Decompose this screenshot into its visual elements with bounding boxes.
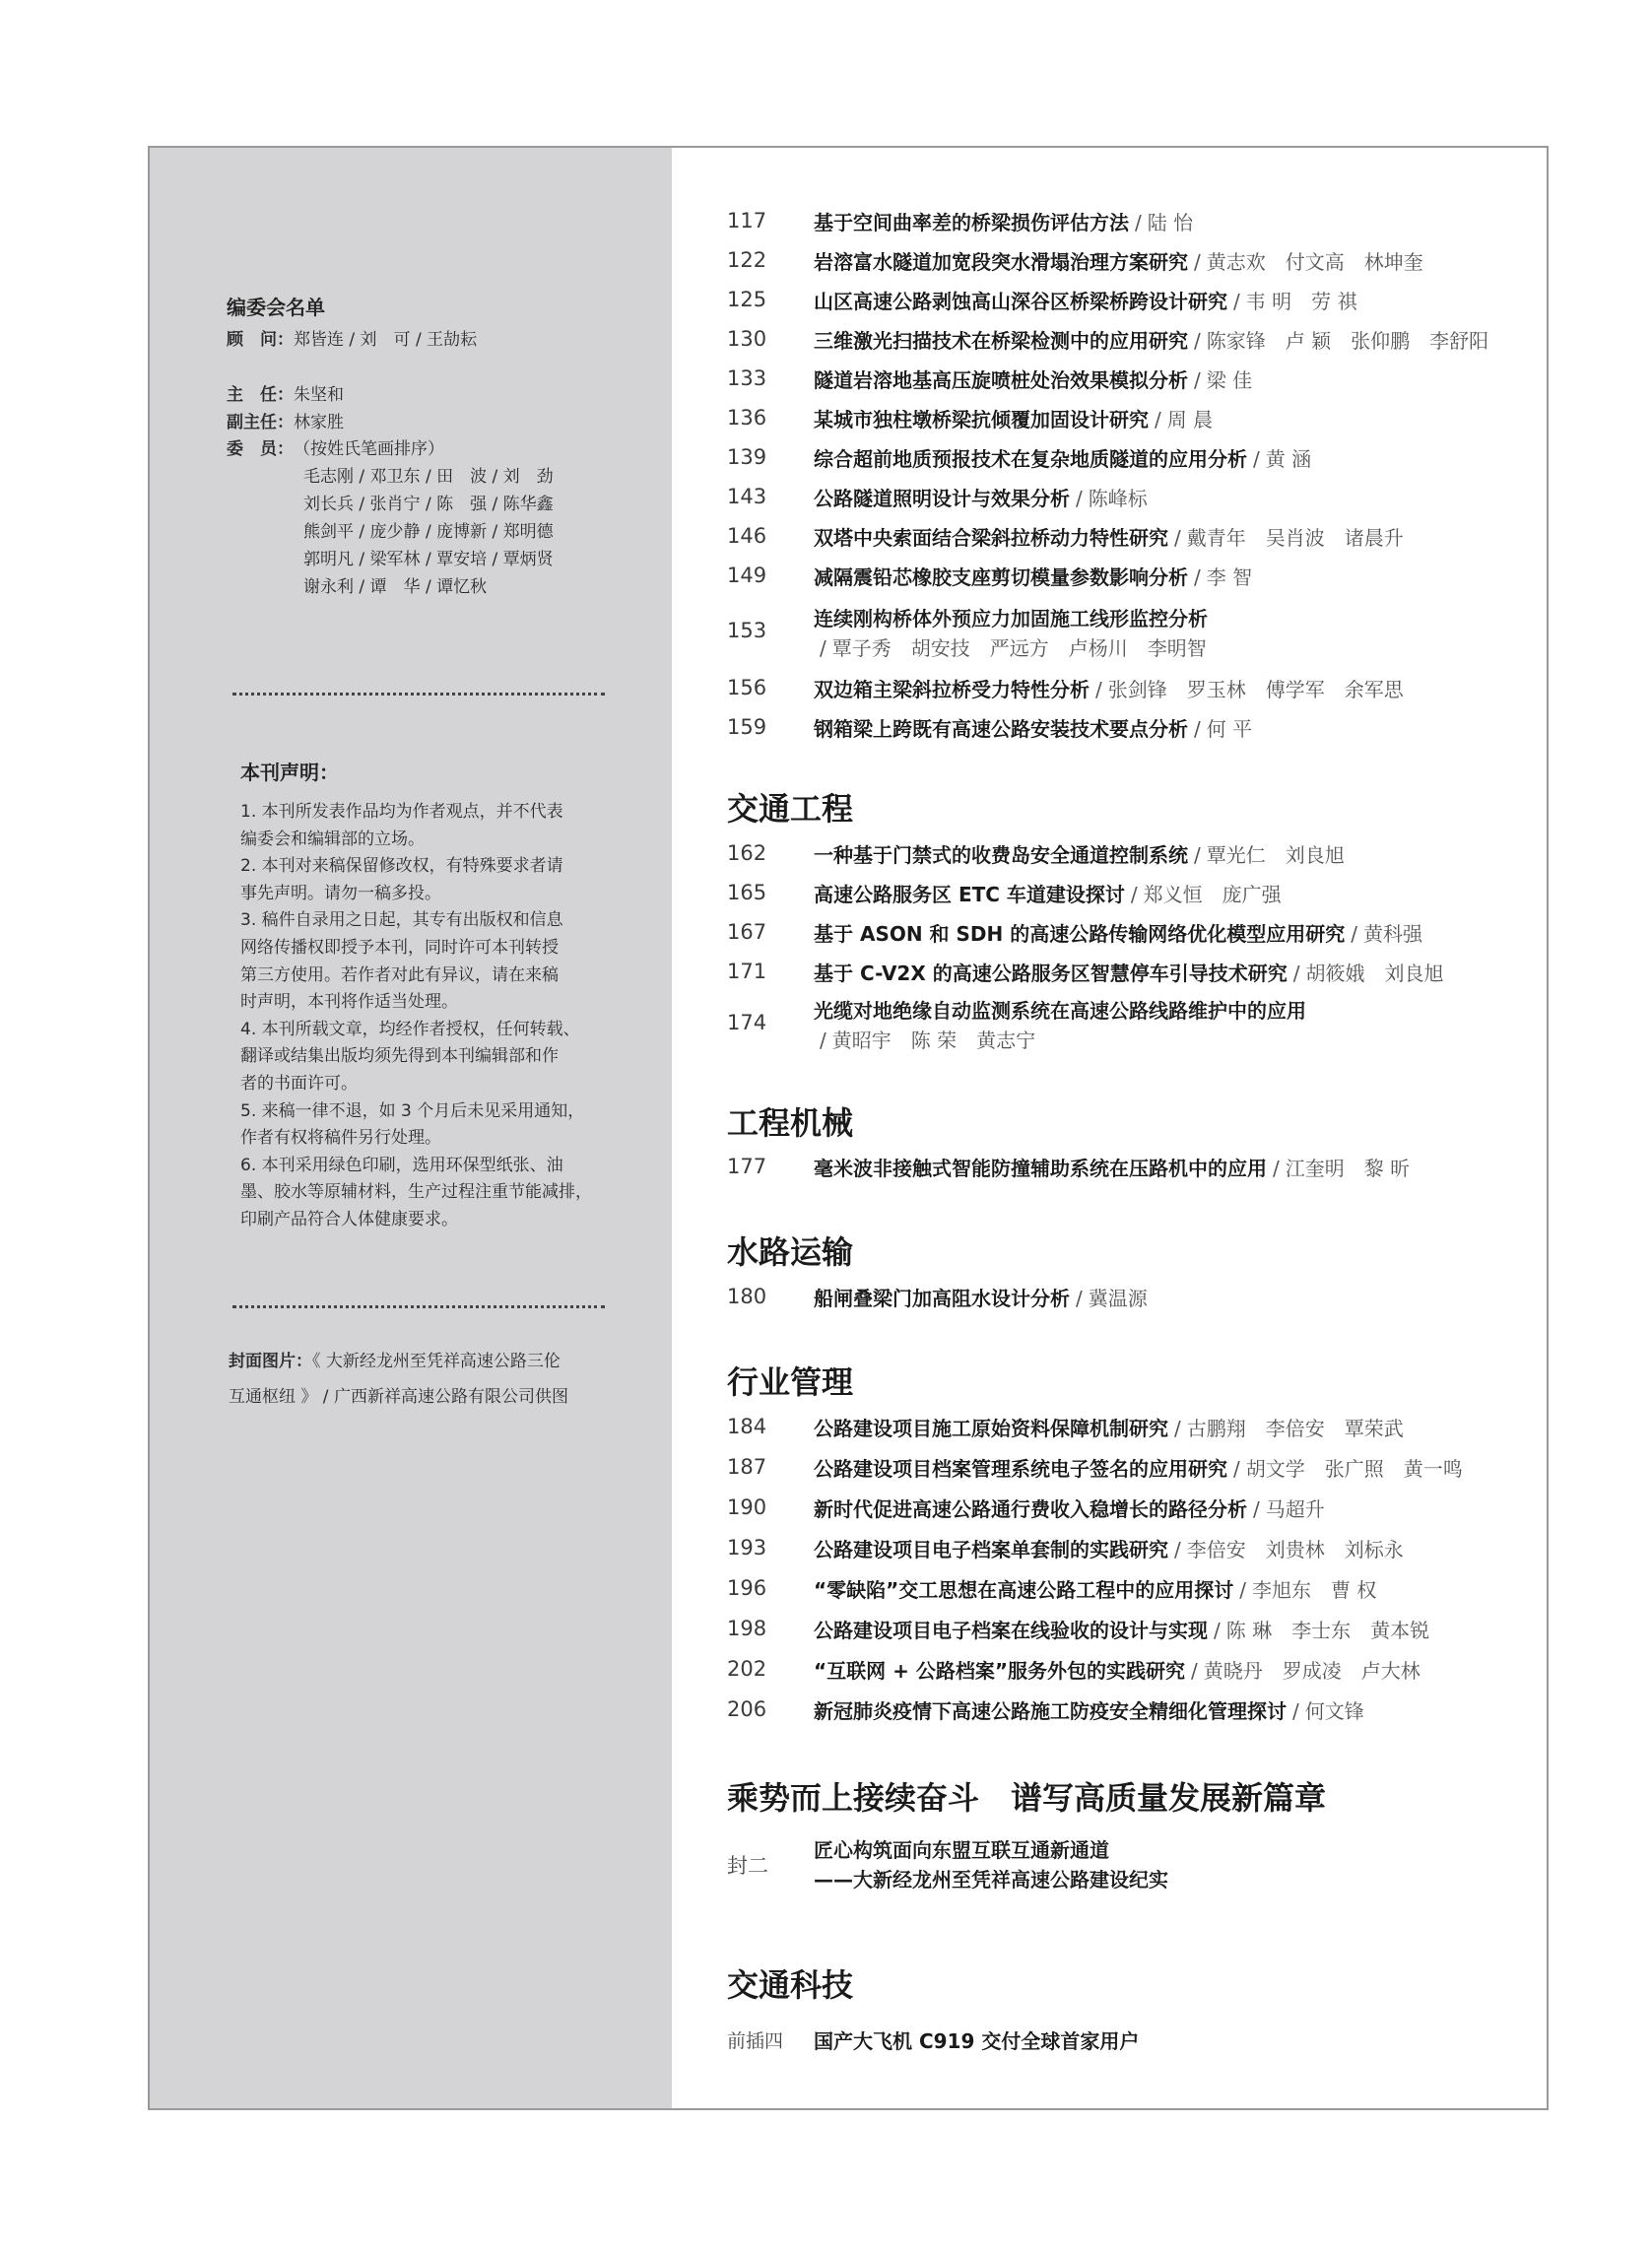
director-label: 主 任： [227,385,294,405]
section-heading: 乘势而上接续奋斗 谱写高质量发展新篇章 [727,1779,1327,1817]
article-title: 船闸叠梁门加高阻水设计分析 / 冀温源 [814,1286,1148,1310]
article-title: 新时代促进高速公路通行费收入稳增长的路径分析 / 马超升 [814,1496,1325,1521]
toc-entry[interactable] [727,319,1488,359]
member-line: 郭明凡 / 梁军林 / 覃安培 / 覃炳贤 [303,550,554,569]
article-title: 双塔中央索面结合梁斜拉桥动力特性研究 / 戴青年 吴肖波 诸晨升 [814,525,1404,550]
toc-entry[interactable] [727,398,1213,437]
article-title: 国产大飞机 C919 交付全球首家用户 [814,2028,1140,2053]
advisor-label: 顾 问： [227,330,294,350]
toc-entry[interactable] [727,833,1345,873]
page-number: 136 [727,406,767,430]
toc-entry[interactable] [727,1528,1404,1567]
article-subtitle: ——大新经龙州至凭祥高速公路建设纪实 [814,1868,1168,1892]
members-label: 委 员： [227,439,294,459]
toc-entry[interactable] [727,1609,1429,1648]
declaration-line: 作者有权将稿件另行处理。 [240,1128,441,1149]
article-authors: 张剑锋 罗玉林 傅学军 余军思 [1107,677,1404,701]
declaration-line: 编委会和编辑部的立场。 [240,829,425,849]
page-number: 184 [727,1415,767,1438]
declaration-line: 墨、胶水等原辅材料，生产过程注重节能减排， [240,1182,592,1203]
members-note: （按姓氏笔画排序） [294,439,444,459]
declaration-line: 4. 本刊所载文章，均经作者授权，任何转载、 [240,1019,580,1039]
toc-entry[interactable] [727,873,1282,912]
article-authors: 古鹏翔 李倍安 覃荣武 [1186,1416,1404,1440]
page-number: 159 [727,715,767,739]
editorial-heading: 编委会名单 [227,296,325,319]
article-title: 某城市独柱墩桥梁抗倾覆加固设计研究 / 周 晨 [814,407,1214,431]
article-title: 公路隧道照明设计与效果分析 / 陈峰标 [814,486,1148,510]
article-title: 综合超前地质预报技术在复杂地质隧道的应用分析 / 黄 涵 [814,446,1312,471]
slash-separator: / [1130,882,1138,906]
article-authors-line [814,632,1207,661]
slash-separator: / [1273,1156,1280,1180]
article-authors: 胡筱娥 刘良旭 [1305,961,1444,985]
toc-entry[interactable] [727,1407,1404,1446]
article-title: 公路建设项目档案管理系统电子签名的应用研究 / 胡文学 张广照 黄一鸣 [814,1456,1463,1481]
toc-entry[interactable] [727,1649,1421,1689]
article-authors: 陆 怡 [1147,210,1194,234]
slash-separator: / [1135,210,1142,234]
article-title: 新冠肺炎疫情下高速公路施工防疫安全精细化管理探讨 / 何文锋 [814,1698,1364,1723]
page-number: 146 [727,524,767,548]
slash-separator: / [1174,525,1181,550]
declaration-line: 印刷产品符合人体健康要求。 [240,1209,458,1229]
article-authors: 黄晓丹 罗成凌 卢大林 [1203,1658,1421,1683]
advisor-names: 郑皆连 / 刘 可 / 王劼耘 [294,330,478,350]
slash-separator: / [1194,249,1201,274]
slash-separator: / [1190,1658,1198,1683]
declaration-line: 第三方使用。若作者对此有异议，请在来稿 [240,964,559,985]
article-title: 岩溶富水隧道加宽段突水滑塌治理方案研究 / 黄志欢 付文高 林坤奎 [814,249,1423,274]
article-title: 减隔震铅芯橡胶支座剪切模量参数影响分析 / 李 智 [814,564,1253,589]
article-authors: 何文锋 [1304,1698,1364,1723]
article-authors: 陈峰标 [1088,486,1148,510]
toc-entry[interactable] [727,1488,1325,1527]
slash-separator: / [1174,1537,1181,1561]
toc-entry[interactable] [727,707,1252,747]
declaration-line: 2. 本刊对来稿保留修改权，有特殊要求者请 [240,856,563,877]
cover-line1: 《 大新经龙州至凭祥高速公路三伦 [312,1352,561,1371]
page-number: 133 [727,366,767,390]
declaration-body [240,799,634,1234]
page-number: 202 [727,1657,767,1681]
article-authors-line [814,1025,1035,1053]
page-number: 139 [727,445,767,469]
section-heading: 交通科技 [727,1966,854,2004]
article-title: 连续刚构桥体外预应力加固施工线形监控分析 [814,607,1208,631]
page-number: 198 [727,1617,767,1640]
section-heading: 水路运输 [727,1233,854,1271]
slash-separator: / [1233,1456,1240,1481]
toc-entry[interactable] [727,556,1252,595]
article-authors: 黄昭宇 陈 荣 黄志宁 [831,1029,1036,1052]
article-authors: 覃子秀 胡安技 严远方 卢杨川 李明智 [831,636,1207,660]
article-authors: 黄科强 [1362,921,1422,946]
page-number: 143 [727,485,767,508]
director-row [227,380,344,405]
slash-separator: / [1194,842,1201,867]
page-number: 165 [727,881,767,904]
article-authors: 马超升 [1265,1496,1325,1521]
declaration-line: 者的书面许可。 [240,1073,358,1094]
declaration-line: 1. 本刊所发表作品均为作者观点，并不代表 [240,802,563,822]
slash-separator: / [1095,677,1102,701]
member-line: 刘长兵 / 张肖宁 / 陈 强 / 陈华鑫 [303,495,554,514]
toc-entry[interactable] [727,668,1404,707]
article-title: 基于 ASON 和 SDH 的高速公路传输网络优化模型应用研究 / 黄科强 [814,921,1422,946]
toc-entry[interactable] [727,240,1423,280]
advisor-row [227,325,477,350]
page-number: 122 [727,248,767,272]
toc-entry[interactable] [727,280,1356,319]
member-line: 谢永利 / 谭 华 / 谭忆秋 [303,577,488,597]
article-authors: 李旭东 曹 权 [1252,1577,1377,1602]
toc-entry[interactable] [727,1568,1376,1608]
article-title: 匠心构筑面向东盟互联互通新通道 [814,1838,1109,1862]
slash-separator: / [1076,1286,1083,1310]
slash-separator: / [820,636,826,660]
page-number: 153 [727,619,767,642]
slash-separator: / [1292,1698,1299,1723]
article-authors: 黄志欢 付文高 林坤奎 [1206,249,1423,274]
toc-entry[interactable] [727,1277,1148,1316]
cover-credit [229,1344,642,1415]
article-title: 钢箱梁上跨既有高速公路安装技术要点分析 / 何 平 [814,716,1253,741]
toc-entry[interactable] [727,516,1404,556]
article-authors: 郑义恒 庞广强 [1143,882,1282,906]
page-number: 187 [727,1455,767,1479]
vice-director-name: 林家胜 [294,413,344,432]
article-authors: 冀温源 [1088,1286,1148,1310]
members-row [227,434,444,459]
article-authors: 李倍安 刘贵林 刘标永 [1186,1537,1404,1561]
page-number: 117 [727,209,767,232]
director-name: 朱坚和 [294,385,344,405]
declaration-line: 翻译或结集出版均须先得到本刊编辑部和作 [240,1046,559,1067]
article-authors: 何 平 [1206,716,1253,741]
slash-separator: / [1174,1416,1181,1440]
cover-label: 封面图片： [229,1352,312,1371]
slash-separator: / [1253,1496,1260,1521]
page-number: 162 [727,841,767,865]
section-heading: 行业管理 [727,1363,854,1401]
toc-entry[interactable] [727,912,1422,952]
page-number: 206 [727,1697,767,1721]
declaration-line: 6. 本刊采用绿色印刷，选用环保型纸张、油 [240,1155,563,1175]
article-authors: 黄 涵 [1265,446,1312,471]
slash-separator: / [1076,486,1083,510]
article-authors: 覃光仁 刘良旭 [1206,842,1345,867]
toc-entry[interactable] [727,201,1193,240]
slash-separator: / [1351,921,1357,946]
dotted-divider [232,693,605,696]
slash-separator: / [1194,716,1201,741]
page-number: 156 [727,676,767,699]
article-authors: 胡文学 张广照 黄一鸣 [1245,1456,1463,1481]
declaration-line: 网络传播权即授予本刊，同时许可本刊转授 [240,937,559,958]
article-authors: 陈 琳 李士东 黄本锐 [1225,1618,1430,1642]
page-number: 130 [727,327,767,351]
toc-entry[interactable] [727,1690,1364,1729]
slash-separator: / [1239,1577,1247,1602]
article-authors: 李 智 [1206,564,1253,589]
slash-separator: / [1253,446,1260,471]
member-line: 毛志刚 / 邓卫东 / 田 波 / 刘 劲 [303,467,554,487]
declaration-heading: 本刊声明： [240,761,339,784]
slash-separator: / [1194,328,1201,353]
page-number: 190 [727,1495,767,1519]
article-title: 一种基于门禁式的收费岛安全通道控制系统 / 覃光仁 刘良旭 [814,842,1345,867]
page-number: 149 [727,564,767,587]
article-authors: 戴青年 吴肖波 诸晨升 [1186,525,1404,550]
article-title: 三维激光扫描技术在桥梁检测中的应用研究 / 陈家锋 卢 颖 张仰鹏 李舒阳 [814,328,1489,353]
toc-entry[interactable] [727,2020,1139,2059]
slash-separator: / [1233,289,1240,313]
declaration-line: 3. 稿件自录用之日起，其专有出版权和信息 [240,910,563,931]
article-authors: 陈家锋 卢 颖 张仰鹏 李舒阳 [1206,328,1489,353]
member-line: 熊剑平 / 庞少静 / 庞博新 / 郑明德 [303,522,554,542]
page-number: 180 [727,1285,767,1308]
article-title: 基于 C-V2X 的高速公路服务区智慧停车引导技术研究 / 胡筱娥 刘良旭 [814,961,1444,985]
slash-separator: / [820,1029,826,1052]
article-title: “零缺陷”交工思想在高速公路工程中的应用探讨 / 李旭东 曹 权 [814,1577,1377,1602]
article-title: 隧道岩溶地基高压旋喷桩处治效果模拟分析 / 梁 佳 [814,367,1253,392]
page-number: 125 [727,288,767,311]
article-title: 公路建设项目电子档案单套制的实践研究 / 李倍安 刘贵林 刘标永 [814,1537,1404,1561]
article-title: 双边箱主梁斜拉桥受力特性分析 / 张剑锋 罗玉林 傅学军 余军思 [814,677,1404,701]
declaration-line: 时声明，本刊将作适当处理。 [240,992,458,1013]
article-title: 光缆对地绝缘自动监测系统在高速公路线路维护中的应用 [814,999,1306,1023]
declaration-line: 事先声明。请勿一稿多投。 [240,883,441,903]
page-number: 174 [727,1011,767,1034]
toc-entry[interactable] [727,952,1443,991]
slash-separator: / [1214,1618,1221,1642]
dotted-divider [232,1305,605,1308]
article-authors: 韦 明 劳 祺 [1245,289,1357,313]
article-title: 高速公路服务区 ETC 车道建设探讨 / 郑义恒 庞广强 [814,882,1282,906]
section-heading: 工程机械 [727,1104,854,1142]
slash-separator: / [1155,407,1161,431]
page-number: 167 [727,920,767,944]
article-title: 公路建设项目施工原始资料保障机制研究 / 古鹏翔 李倍安 覃荣武 [814,1416,1404,1440]
page-number: 前插四 [727,2029,784,2052]
vice-director-row [227,408,344,432]
article-title: “互联网 + 公路档案”服务外包的实践研究 / 黄晓丹 罗成凌 卢大林 [814,1658,1421,1683]
article-title: 毫米波非接触式智能防撞辅助系统在压路机中的应用 / 江奎明 黎 昕 [814,1156,1411,1180]
article-title: 公路建设项目电子档案在线验收的设计与实现 / 陈 琳 李士东 黄本锐 [814,1618,1430,1642]
page-number: 177 [727,1155,767,1178]
toc-entry[interactable] [727,359,1252,398]
page-number: 196 [727,1576,767,1600]
section-heading: 交通工程 [727,790,854,828]
vice-director-label: 副主任： [227,413,294,432]
toc-entry[interactable] [727,1447,1463,1487]
article-title: 基于空间曲率差的桥梁损伤评估方法 / 陆 怡 [814,210,1194,234]
slash-separator: / [1292,961,1300,985]
article-authors: 周 晨 [1166,407,1214,431]
page-number: 193 [727,1536,767,1560]
slash-separator: / [1194,367,1201,392]
declaration-line: 5. 来稿一律不退，如 3 个月后未见采用通知， [240,1100,585,1121]
article-title: 山区高速公路剥蚀高山深谷区桥梁桥跨设计研究 / 韦 明 劳 祺 [814,289,1357,313]
article-authors: 江奎明 黎 昕 [1285,1156,1411,1180]
page-number: 封二 [727,1854,768,1878]
toc-entry[interactable] [727,437,1311,477]
toc-entry[interactable] [727,477,1148,516]
page-number: 171 [727,960,767,983]
article-authors: 梁 佳 [1206,367,1253,392]
toc-entry[interactable] [727,1147,1410,1186]
slash-separator: / [1194,564,1201,589]
cover-line2: 互通枢纽 》 / 广西新祥高速公路有限公司供图 [229,1387,568,1407]
